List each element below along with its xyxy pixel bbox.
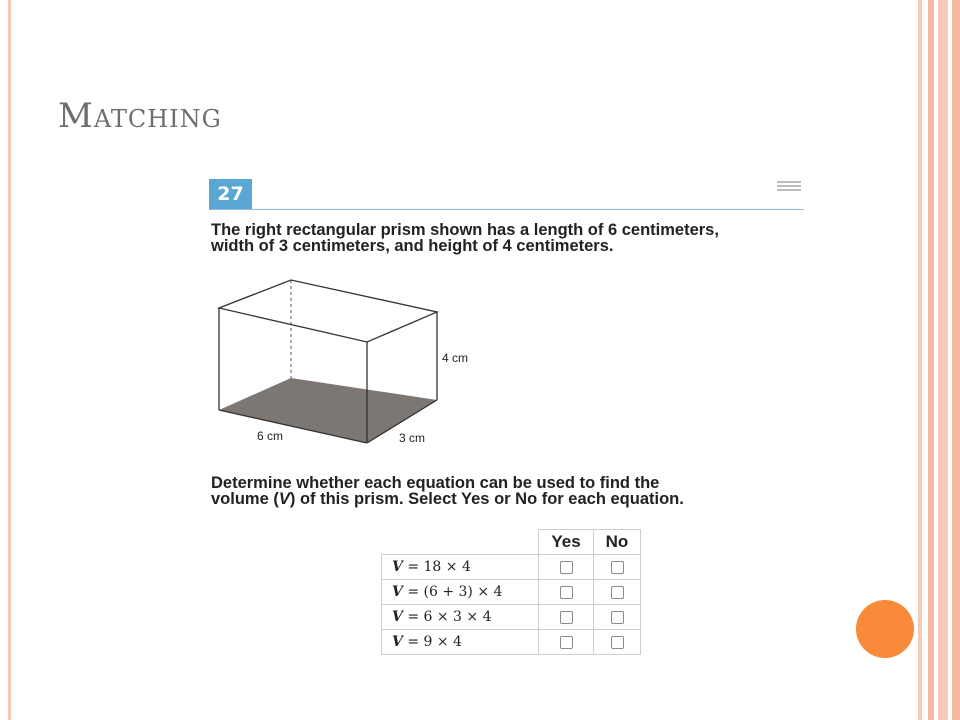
table-row: [382, 630, 641, 655]
equation-cell: V = 9 × 4: [382, 630, 539, 655]
question-intro-line-1: The right rectangular prism shown has a length of 6 centimeters,: [211, 221, 719, 239]
equation-cell: V = 6 × 3 × 4: [382, 605, 539, 630]
instruction-line-1: Determine whether each equation can be used to find the: [211, 474, 660, 492]
slide-frame-left: [8, 0, 11, 720]
yes-checkbox[interactable]: [560, 561, 573, 574]
orange-circle-decoration: [856, 600, 914, 658]
no-checkbox[interactable]: [611, 636, 624, 649]
instruction-line-2: volume (V) of this prism. Select Yes or No for each equation.: [211, 490, 684, 508]
question-divider: [209, 209, 804, 210]
table-row: [382, 555, 641, 580]
yes-checkbox[interactable]: [560, 586, 573, 599]
slide-title: Matching: [58, 96, 222, 136]
equation-cell: V = (6 + 3) × 4: [382, 580, 539, 605]
no-checkbox[interactable]: [611, 586, 624, 599]
answer-table: [381, 529, 641, 655]
header-blank: [382, 530, 539, 555]
prism-width-label: 3 cm: [399, 431, 426, 445]
table-row: [382, 580, 641, 605]
prism-height-label: 4 cm: [442, 351, 469, 365]
header-yes: Yes: [539, 530, 594, 555]
header-no: No: [594, 530, 641, 555]
yes-checkbox[interactable]: [560, 611, 573, 624]
question-intro-line-2: width of 3 centimeters, and height of 4 centimeters.: [211, 237, 614, 255]
prism-length-label: 6 cm: [257, 429, 284, 443]
table-row: [382, 605, 641, 630]
menu-icon[interactable]: [777, 181, 801, 193]
table-header-row: [382, 530, 641, 555]
no-checkbox[interactable]: [611, 561, 624, 574]
yes-checkbox[interactable]: [560, 636, 573, 649]
slide-frame-right: [918, 0, 960, 720]
equation-cell: V = 18 × 4: [382, 555, 539, 580]
no-checkbox[interactable]: [611, 611, 624, 624]
variable-v: V: [278, 490, 290, 508]
question-number-badge: 27: [209, 179, 252, 209]
prism-diagram: [205, 270, 505, 460]
